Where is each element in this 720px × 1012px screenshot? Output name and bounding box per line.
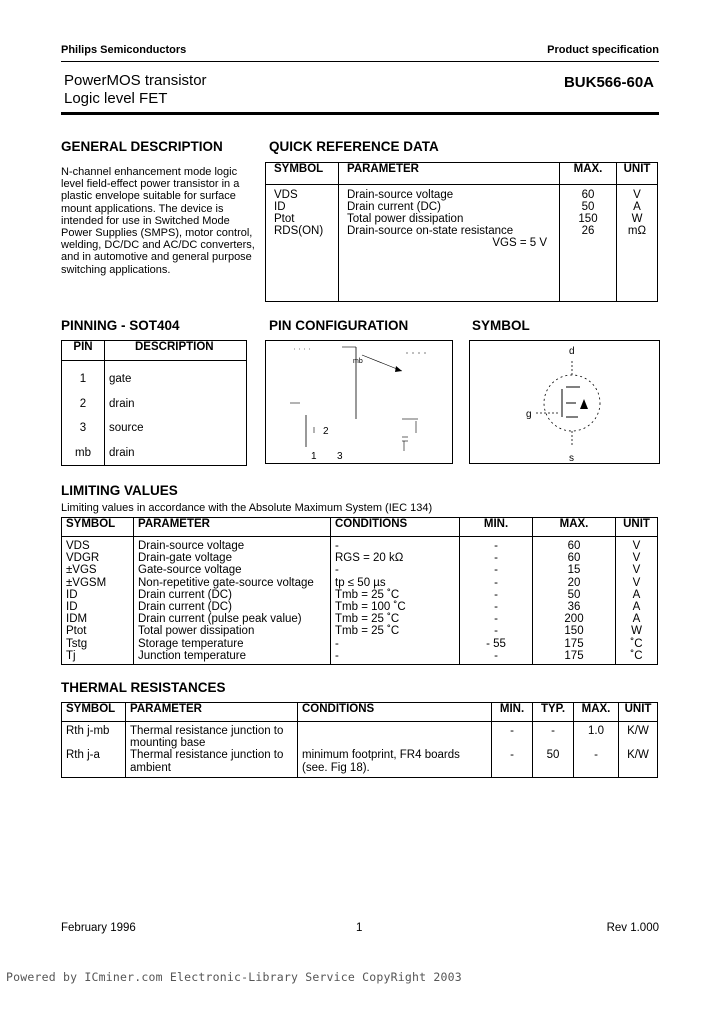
qr-col-max: MAX. [560,163,617,185]
lv-min: - [494,613,498,626]
pin-configuration-box [265,340,453,464]
symbol-source-label: s [569,453,574,464]
thermal-table [61,702,658,778]
qr-body-row [266,185,658,302]
th-col-unit: UNIT [619,703,658,722]
lv-conditions: Tmb = 25 ˚C [335,613,400,626]
thermal-unit: K/W [619,722,658,750]
lv-col-unit: UNIT [616,518,658,537]
title-rule [61,112,659,115]
lv-conditions: Tmb = 100 ˚C [335,601,406,614]
qr-max-3: 26 [581,225,595,237]
qr-symbol-1: ID [274,201,286,213]
lv-parameter: Drain-gate voltage [138,552,232,565]
lv-max: 175 [564,637,584,650]
lv-symbol: VDS [66,540,90,552]
symbol-box [469,340,660,464]
mosfet-symbol-drawing [470,341,659,463]
lv-min: - [494,649,498,662]
lv-symbol: Ptot [66,625,87,638]
thermal-conditions [298,722,492,750]
title-line2: Logic level FET [64,90,168,107]
lv-max: 200 [564,613,584,626]
thermal-parameter: Thermal resistance junction to mounting base [126,722,298,750]
pin-configuration-heading: PIN CONFIGURATION [269,318,409,333]
qr-col-parameter: PARAMETER [339,163,560,185]
qr-symbol-0: VDS [274,189,298,201]
lv-max: 50 [567,588,581,601]
lv-conditions: Tmb = 25 ˚C [335,625,400,638]
lv-parameter: Drain current (pulse peak value) [138,613,302,626]
lv-symbol: IDM [66,613,88,626]
qr-unit-1: A [633,201,641,213]
lv-unit: A [632,613,641,626]
lv-max: 15 [567,564,581,577]
lv-min: - [494,552,498,565]
lv-body-row [62,537,658,665]
thermal-row-0 [62,722,658,750]
th-col-max: MAX. [574,703,619,722]
lv-min: - [494,540,498,552]
th-col-min: MIN. [492,703,533,722]
lv-conditions: RGS = 20 kΩ [335,552,404,565]
pin-col-desc: DESCRIPTION [105,341,247,361]
lv-symbol: Tstg [66,637,88,650]
footer-date: February 1996 [61,922,136,934]
thermal-row-1 [62,749,658,777]
company-name: Philips Semiconductors [61,44,187,56]
thermal-typ: 50 [533,749,574,777]
lv-col-min: MIN. [460,518,533,537]
lv-symbol: VDGR [66,552,100,565]
qr-header-row [266,163,658,185]
lv-parameter: Storage temperature [138,637,244,650]
thermal-parameter: Thermal resistance junction to ambient [126,749,298,777]
lv-min: - [494,588,498,601]
qr-param-2: Total power dissipation [347,213,464,225]
pin-number-3: mb [75,446,91,459]
footer-page-number: 1 [356,922,363,934]
thermal-max: 1.0 [574,722,619,750]
pin-2-label: 2 [323,426,329,437]
pin-1-label: 1 [311,451,317,462]
lv-conditions: tp ≤ 50 µs [335,576,386,589]
lv-symbol: ±VGS [66,564,97,577]
thermal-min: - [492,749,533,777]
watermark-text: Powered by ICminer.com Electronic-Library Service CopyRight 2003 [6,970,462,984]
pin-desc-1: drain [109,397,135,410]
lv-max: 60 [567,540,581,552]
qr-max-1: 50 [581,201,595,213]
lv-unit: W [631,625,642,638]
lv-parameter: Non-repetitive gate-source voltage [138,576,314,589]
lv-unit: V [632,540,641,552]
qr-param-1: Drain current (DC) [347,201,441,213]
th-col-parameter: PARAMETER [126,703,298,722]
lv-unit: V [632,576,641,589]
pinning-table [61,340,247,466]
limiting-values-table [61,517,658,665]
lv-min: - [494,564,498,577]
lv-min: - [494,601,498,614]
lv-min: - [494,625,498,638]
lv-min: - 55 [486,637,506,650]
lv-col-conditions: CONDITIONS [331,518,460,537]
lv-unit: A [632,601,641,614]
lv-col-parameter: PARAMETER [134,518,331,537]
thermal-heading: THERMAL RESISTANCES [61,680,226,695]
qr-unit-0: V [633,189,641,201]
lv-unit: ˚C [630,649,643,662]
qr-max-2: 150 [578,213,598,225]
doc-type: Product specification [547,44,659,56]
footer-revision: Rev 1.000 [606,922,659,934]
quick-reference-heading: QUICK REFERENCE DATA [269,139,439,154]
quick-reference-table [265,162,658,302]
thermal-symbol: Rth j-mb [62,722,126,750]
lv-unit: V [632,564,641,577]
qr-param-0: Drain-source voltage [347,189,454,201]
qr-max-0: 60 [581,189,595,201]
pin-desc-2: source [109,422,144,434]
lv-parameter: Drain current (DC) [138,601,232,614]
thermal-min: - [492,722,533,750]
thermal-typ: - [533,722,574,750]
lv-conditions: - [335,649,339,662]
symbol-gate-label: g [526,409,532,420]
th-col-conditions: CONDITIONS [298,703,492,722]
qr-condition: VGS = 5 V [492,237,547,249]
lv-symbol: ±VGSM [66,576,107,589]
qr-unit-2: W [631,213,643,225]
qr-param-3: Drain-source on-state resistance [347,225,514,237]
lv-symbol: ID [66,601,78,614]
general-description-heading: GENERAL DESCRIPTION [61,139,223,154]
thermal-unit: K/W [619,749,658,777]
qr-col-unit: UNIT [617,163,658,185]
lv-conditions: - [335,540,339,552]
qr-unit-3: mΩ [627,225,647,237]
lv-parameter: Drain-source voltage [138,540,245,552]
lv-conditions: Tmb = 25 ˚C [335,588,400,601]
lv-max: 20 [567,576,581,589]
lv-conditions: - [335,564,339,577]
pin-3-label: 3 [337,451,343,462]
limiting-values-heading: LIMITING VALUES [61,483,178,498]
symbol-heading: SYMBOL [472,318,530,333]
part-number: BUK566-60A [563,74,654,91]
thermal-conditions: minimum footprint, FR4 boards (see. Fig 18). [298,749,492,777]
qr-symbol-2: Ptot [274,213,295,225]
lv-max: 175 [564,649,584,662]
pin-number-0: 1 [79,373,87,385]
lv-unit: A [632,588,641,601]
lv-col-max: MAX. [533,518,616,537]
th-col-typ: TYP. [533,703,574,722]
pin-mb-label: mb [353,358,363,365]
header-rule [61,61,659,62]
lv-unit: V [632,552,641,565]
lv-max: 150 [564,625,584,638]
lv-col-symbol: SYMBOL [62,518,134,537]
pin-number-1: 2 [79,397,87,410]
thermal-max: - [574,749,619,777]
thermal-symbol: Rth j-a [62,749,126,777]
lv-unit: ˚C [630,637,643,650]
lv-symbol: ID [66,588,78,601]
lv-parameter: Gate-source voltage [138,564,242,577]
pin-desc-3: drain [109,446,135,459]
title-line1: PowerMOS transistor [64,72,207,89]
lv-parameter: Junction temperature [138,649,247,662]
lv-max: 36 [567,601,581,614]
general-description-text: N-channel enhancement mode logic level field-effect power transistor in a plastic envelope suitable for surface mount applications. The device is intended for use in Switched Mode Power Supplies (SMPS), motor control, welding, DC/DC and AC/DC converters, and in automotive and general purpose switching applications. [61,166,255,276]
qr-symbol-3: RDS(ON) [274,225,324,237]
pinning-heading: PINNING - SOT404 [61,318,180,333]
qr-col-symbol: SYMBOL [266,163,339,185]
lv-conditions: - [335,637,339,650]
limiting-values-intro: Limiting values in accordance with the Absolute Maximum System (IEC 134) [61,502,433,514]
th-col-symbol: SYMBOL [62,703,126,722]
lv-symbol: Tj [66,649,76,662]
pin-desc-0: gate [109,373,132,385]
pin-col-pin: PIN [62,341,105,361]
lv-min: - [494,576,498,589]
lv-max: 60 [567,552,581,565]
symbol-drain-label: d [569,346,575,357]
pin-number-2: 3 [79,422,87,434]
lv-parameter: Drain current (DC) [138,588,232,601]
lv-parameter: Total power dissipation [138,625,255,638]
